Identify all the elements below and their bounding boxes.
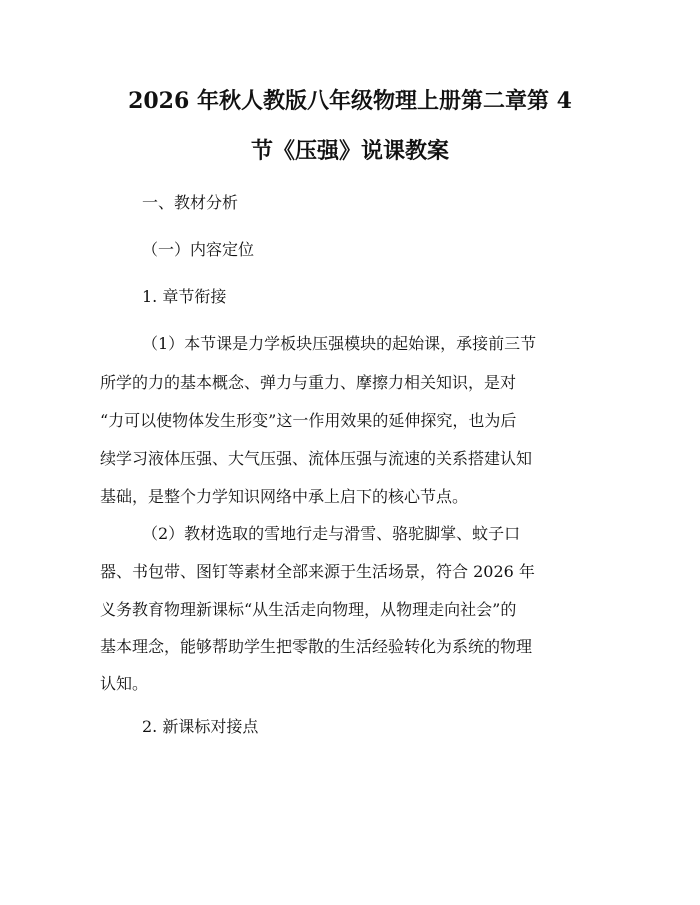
paragraph-2-line: 义务教育物理新课标“从生活走向物理，从物理走向社会”的 (100, 600, 517, 619)
paragraph-2-line: 基本理念，能够帮助学生把零散的生活经验转化为系统的物理 (100, 637, 533, 656)
section-heading: 一、教材分析 (142, 193, 239, 212)
page-title-line-1: 2026 年秋人教版八年级物理上册第二章第 4 (128, 88, 572, 114)
paragraph-2-line: 认知。 (100, 674, 149, 693)
paragraph-1-line: 基础，是整个力学知识网络中承上启下的核心节点。 (100, 487, 469, 506)
paragraph-1-line: “力可以使物体发生形变”这一作用效果的延伸探究，也为后 (100, 411, 517, 430)
paragraph-1-line: 续学习液体压强、大气压强、流体压强与流速的关系搭建认知 (100, 449, 533, 468)
page-title-line-2: 节《压强》说课教案 (250, 138, 449, 164)
paragraph-1-line: 所学的力的基本概念、弹力与重力、摩擦力相关知识，是对 (100, 373, 517, 392)
paragraph-1-line: （1）本节课是力学板块压强模块的起始课，承接前三节 (142, 334, 537, 353)
item-heading-chapter-link: 1. 章节衔接 (142, 287, 227, 306)
paragraph-2-line: （2）教材选取的雪地行走与滑雪、骆驼脚掌、蚊子口 (142, 524, 521, 543)
paragraph-2-line: 器、书包带、图钉等素材全部来源于生活场景，符合 2026 年 (100, 562, 535, 581)
subsection-heading: （一）内容定位 (142, 240, 255, 259)
item-heading-curriculum-standard: 2. 新课标对接点 (142, 717, 259, 736)
